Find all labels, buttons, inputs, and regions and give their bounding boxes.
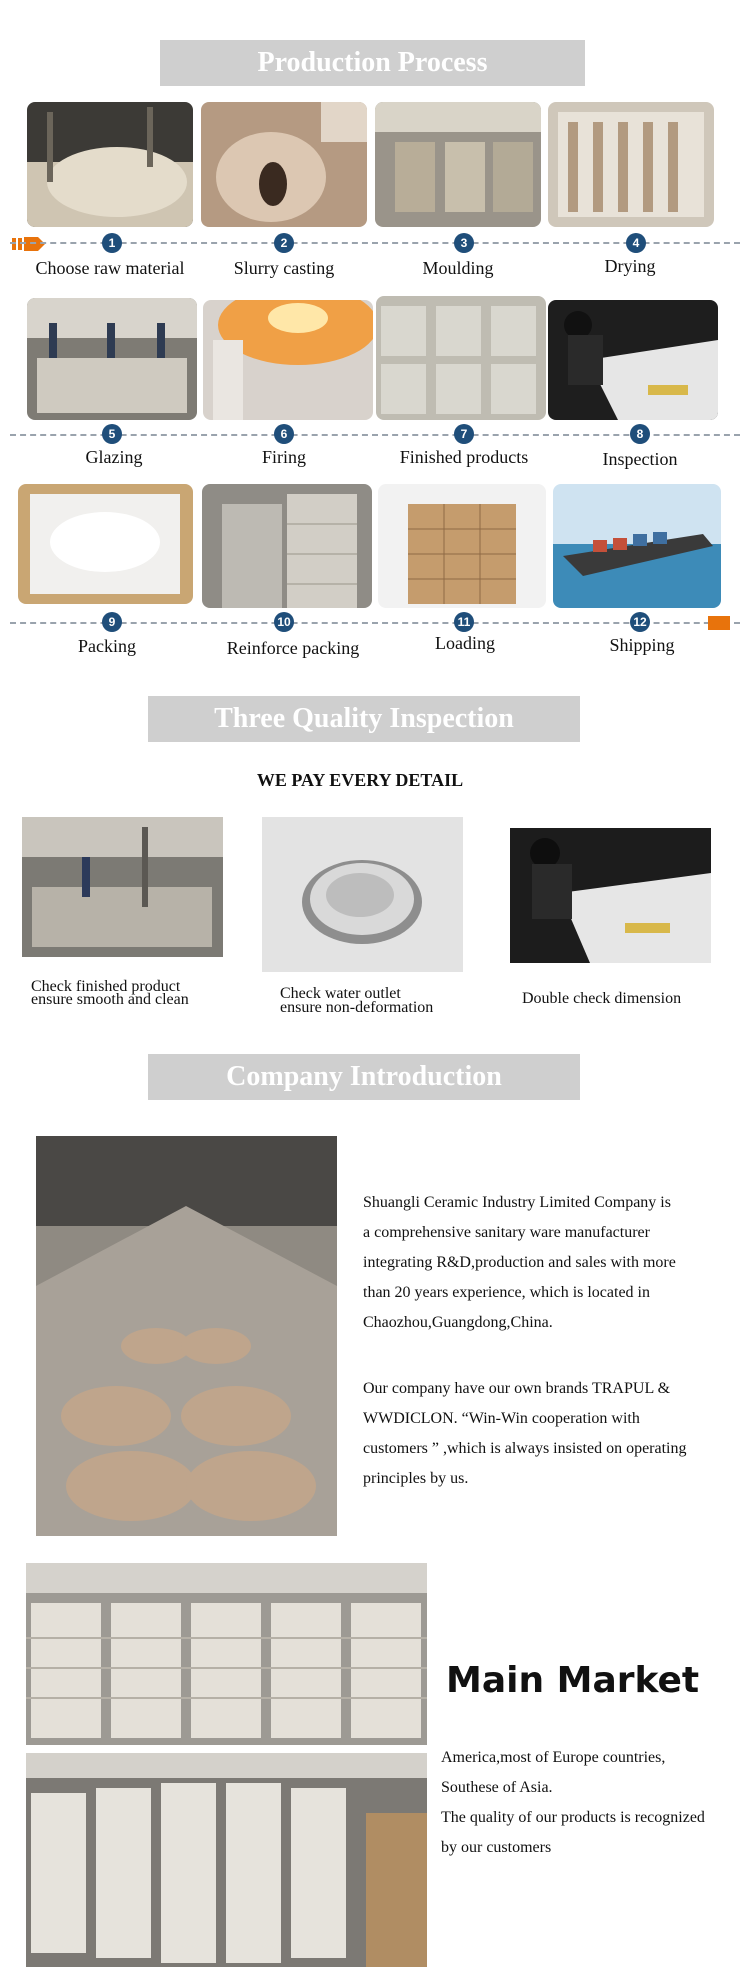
- company-line-9: principles by us.: [363, 1470, 469, 1487]
- step-badge-4: 4: [626, 233, 646, 253]
- photo-inspection: [548, 300, 718, 420]
- step-label-4: Drying: [604, 256, 656, 276]
- quality-subtitle: WE PAY EVERY DETAIL: [256, 770, 464, 790]
- photo-reinforce-packing: [202, 484, 372, 608]
- photo-shipping: [553, 484, 721, 608]
- step-label-8: Inspection: [602, 449, 678, 469]
- step-badge-8: 8: [630, 424, 650, 444]
- quality-caption-2-line1: Check water outlet: [280, 985, 401, 1002]
- company-line-4: than 20 years experience, which is located in: [363, 1284, 650, 1301]
- timeline-end-marker: [708, 616, 730, 630]
- step-label-5: Glazing: [85, 447, 143, 467]
- photo-check-dimension: [510, 828, 711, 963]
- quality-caption-1-line2: ensure smooth and clean: [31, 991, 189, 1008]
- step-badge-12: 12: [630, 612, 650, 632]
- quality-caption-2-line2: ensure non-deformation: [280, 999, 434, 1016]
- photo-check-finished: [22, 817, 223, 957]
- market-line-4: by our customers: [441, 1839, 552, 1856]
- quality-caption-1-line1: Check finished product: [31, 978, 181, 995]
- step-label-1: Choose raw material: [35, 258, 185, 278]
- company-line-7: WWDICLON. “Win-Win cooperation with: [363, 1410, 640, 1427]
- photo-finished-products: [376, 296, 546, 420]
- step-label-3: Moulding: [422, 258, 494, 278]
- step-label-12: Shipping: [609, 635, 675, 655]
- photo-warehouse-stacks: [26, 1563, 427, 1745]
- step-badge-6: 6: [274, 424, 294, 444]
- photo-firing: [203, 300, 373, 420]
- photo-factory-floor: [36, 1136, 337, 1536]
- step-label-9: Packing: [78, 636, 136, 656]
- photo-drying: [548, 102, 714, 227]
- step-label-7: Finished products: [399, 447, 529, 467]
- step-badge-11: 11: [454, 612, 474, 632]
- step-badge-10: 10: [274, 612, 294, 632]
- production-title: Production Process: [160, 40, 585, 86]
- market-line-2: Southese of Asia.: [441, 1779, 553, 1796]
- company-title: Company Introduction: [148, 1054, 580, 1100]
- company-line-8: customers ” ,which is always insisted on operating: [363, 1440, 687, 1457]
- photo-slurry-casting: [201, 102, 367, 227]
- step-badge-9: 9: [102, 612, 122, 632]
- timeline-start-arrow: [12, 236, 46, 252]
- step-label-11: Loading: [435, 633, 495, 653]
- photo-moulding: [375, 102, 541, 227]
- photo-check-outlet: [262, 817, 463, 972]
- step-badge-3: 3: [454, 233, 474, 253]
- photo-packing: [18, 484, 193, 604]
- company-line-5: Chaozhou,Guangdong,China.: [363, 1314, 553, 1331]
- step-badge-7: 7: [454, 424, 474, 444]
- market-line-1: America,most of Europe countries,: [441, 1749, 666, 1766]
- market-title: Main Market: [446, 1660, 700, 1701]
- company-line-2: a comprehensive sanitary ware manufacturer: [363, 1224, 650, 1241]
- company-line-3: integrating R&D,production and sales with more: [363, 1254, 676, 1271]
- quality-caption-3: Double check dimension: [522, 990, 682, 1007]
- quality-title: Three Quality Inspection: [148, 696, 580, 742]
- photo-loading: [378, 484, 546, 608]
- step-label-6: Firing: [261, 447, 306, 467]
- photo-product-rows: [26, 1753, 427, 1967]
- company-line-6: Our company have our own brands TRAPUL &: [363, 1380, 671, 1397]
- market-line-3: The quality of our products is recognized: [441, 1809, 705, 1826]
- step-badge-5: 5: [102, 424, 122, 444]
- step-badge-1: 1: [102, 233, 122, 253]
- step-label-2: Slurry casting: [233, 258, 335, 278]
- step-badge-2: 2: [274, 233, 294, 253]
- photo-raw-material: [27, 102, 193, 227]
- step-label-10: Reinforce packing: [226, 638, 360, 658]
- photo-glazing: [27, 298, 197, 420]
- company-line-1: Shuangli Ceramic Industry Limited Company is: [363, 1194, 671, 1211]
